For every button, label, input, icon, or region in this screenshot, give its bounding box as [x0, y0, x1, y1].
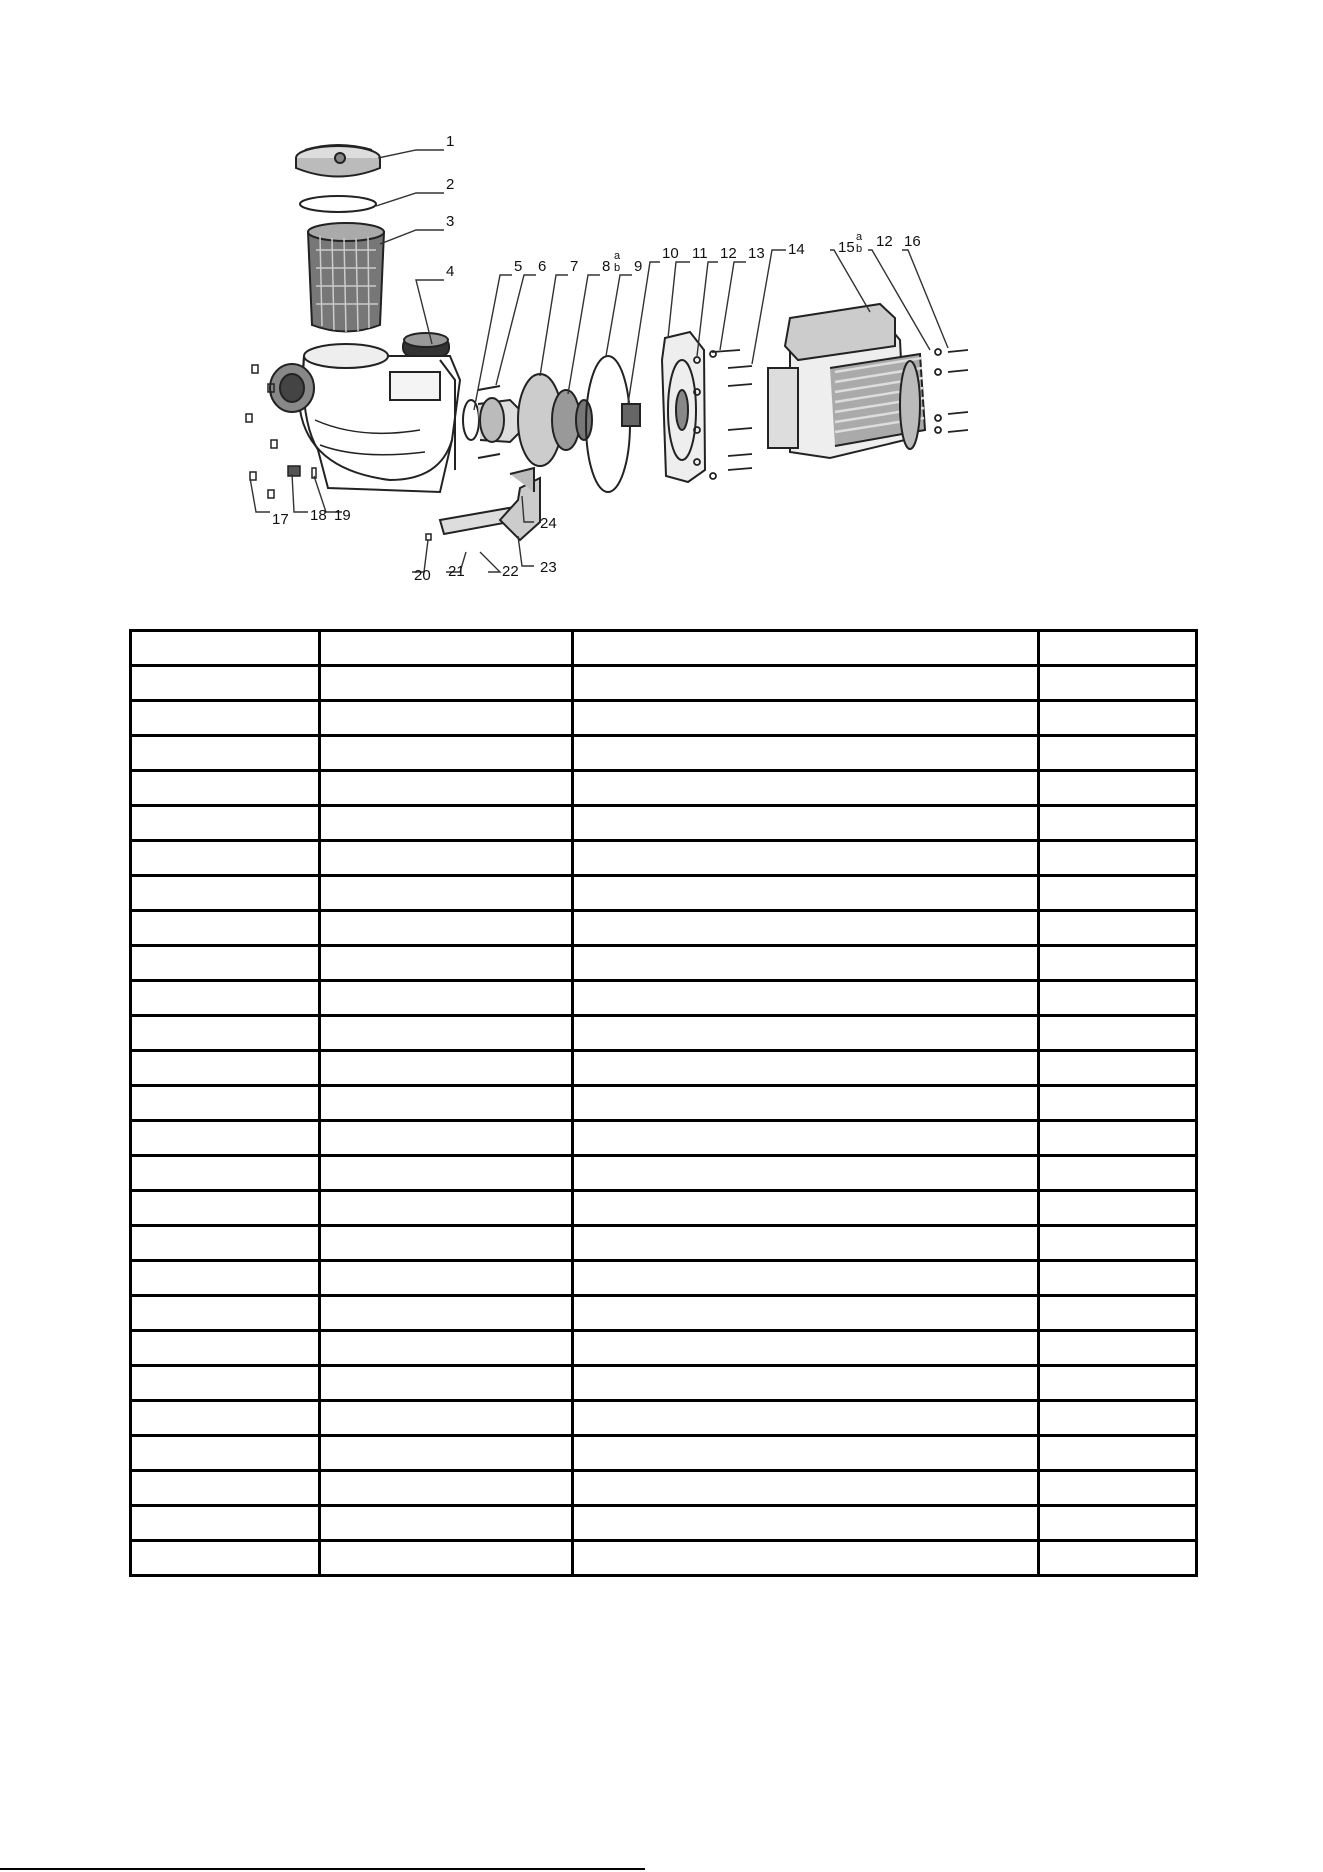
table-cell — [320, 1541, 573, 1576]
table-row — [131, 1506, 1197, 1541]
table-cell — [320, 1471, 573, 1506]
table-cell — [131, 1156, 320, 1191]
table-cell — [320, 631, 573, 666]
table-row — [131, 701, 1197, 736]
table-cell — [320, 1506, 573, 1541]
callout-21: 21 — [448, 563, 465, 580]
callout-4: 4 — [446, 263, 455, 280]
table-cell — [131, 1261, 320, 1296]
table-cell — [1039, 1506, 1197, 1541]
table-cell — [1039, 1191, 1197, 1226]
table-row — [131, 1366, 1197, 1401]
table-cell — [573, 701, 1039, 736]
table-cell — [131, 1436, 320, 1471]
table-cell — [573, 806, 1039, 841]
table-cell — [573, 1226, 1039, 1261]
table-cell — [320, 1331, 573, 1366]
table-cell — [573, 666, 1039, 701]
table-cell — [131, 806, 320, 841]
table-cell — [320, 1401, 573, 1436]
table-cell — [320, 1156, 573, 1191]
table-cell — [131, 631, 320, 666]
table-cell — [320, 841, 573, 876]
table-cell — [320, 1436, 573, 1471]
callout-24: 24 — [540, 515, 557, 532]
table-cell — [1039, 1156, 1197, 1191]
table-cell — [573, 771, 1039, 806]
table-cell — [131, 736, 320, 771]
table-cell — [573, 1156, 1039, 1191]
callout-8: 8 — [602, 258, 611, 275]
table-row — [131, 806, 1197, 841]
table-cell — [131, 1086, 320, 1121]
callout-8-sub-b: b — [614, 262, 621, 274]
callout-23: 23 — [540, 559, 557, 576]
callout-7: 7 — [570, 258, 579, 275]
table-cell — [131, 1541, 320, 1576]
callout-6: 6 — [538, 258, 547, 275]
callout-16: 16 — [904, 233, 921, 250]
table-cell — [1039, 1541, 1197, 1576]
table-cell — [131, 1506, 320, 1541]
table-cell — [320, 666, 573, 701]
table-cell — [573, 876, 1039, 911]
table-row — [131, 1401, 1197, 1436]
table-cell — [1039, 1226, 1197, 1261]
table-row — [131, 1156, 1197, 1191]
callout-15-sub-b: b — [856, 243, 863, 255]
table-row — [131, 946, 1197, 981]
table-cell — [573, 736, 1039, 771]
callout-12: 12 — [720, 245, 737, 262]
table-cell — [320, 771, 573, 806]
table-cell — [320, 1051, 573, 1086]
table-cell — [1039, 1436, 1197, 1471]
callout-5: 5 — [514, 258, 523, 275]
table-cell — [573, 631, 1039, 666]
table-row — [131, 1226, 1197, 1261]
table-cell — [131, 1366, 320, 1401]
table-cell — [573, 1331, 1039, 1366]
table-row — [131, 631, 1197, 666]
table-cell — [1039, 1051, 1197, 1086]
table-cell — [1039, 1296, 1197, 1331]
table-cell — [131, 1051, 320, 1086]
callout-10: 10 — [662, 245, 679, 262]
table-cell — [320, 876, 573, 911]
table-cell — [573, 1191, 1039, 1226]
table-row — [131, 1016, 1197, 1051]
strainer-basket-drawing — [308, 223, 384, 332]
table-cell — [131, 701, 320, 736]
callout-1: 1 — [446, 133, 455, 150]
motor-drawing — [768, 304, 925, 458]
table-cell — [573, 1471, 1039, 1506]
union-nut-drawing — [403, 333, 449, 356]
table-cell — [573, 981, 1039, 1016]
table-cell — [1039, 1016, 1197, 1051]
table-cell — [573, 1436, 1039, 1471]
callout-15: 15 — [838, 239, 855, 256]
seal-and-diffuser-drawing — [463, 356, 640, 492]
table-cell — [1039, 736, 1197, 771]
table-cell — [131, 1191, 320, 1226]
table-cell — [131, 981, 320, 1016]
table-cell — [1039, 946, 1197, 981]
callout-13: 13 — [748, 245, 765, 262]
callout-15-sub-a: a — [856, 231, 863, 243]
table-cell — [1039, 876, 1197, 911]
table-cell — [131, 1331, 320, 1366]
table-row — [131, 666, 1197, 701]
table-row — [131, 1261, 1197, 1296]
table-cell — [1039, 1261, 1197, 1296]
table-cell — [1039, 1366, 1197, 1401]
table-cell — [573, 1296, 1039, 1331]
table-row — [131, 841, 1197, 876]
table-row — [131, 1436, 1197, 1471]
callout-19: 19 — [334, 507, 351, 524]
table-cell — [1039, 806, 1197, 841]
table-cell — [320, 736, 573, 771]
table-row — [131, 1471, 1197, 1506]
table-row — [131, 1191, 1197, 1226]
table-row — [131, 1051, 1197, 1086]
table-cell — [320, 1226, 573, 1261]
table-cell — [131, 841, 320, 876]
table-cell — [573, 1016, 1039, 1051]
table-cell — [573, 1366, 1039, 1401]
table-cell — [131, 946, 320, 981]
table-cell — [1039, 841, 1197, 876]
table-cell — [1039, 1471, 1197, 1506]
callout-2: 2 — [446, 176, 455, 193]
callout-9: 9 — [634, 258, 643, 275]
table-cell — [573, 1051, 1039, 1086]
table-cell — [131, 771, 320, 806]
parts-table — [129, 629, 1198, 1577]
table-cell — [131, 911, 320, 946]
table-cell — [1039, 1401, 1197, 1436]
table-cell — [320, 806, 573, 841]
table-row — [131, 981, 1197, 1016]
table-cell — [320, 1086, 573, 1121]
callout-22: 22 — [502, 563, 519, 580]
table-cell — [320, 981, 573, 1016]
table-row — [131, 1121, 1197, 1156]
table-row — [131, 911, 1197, 946]
table-cell — [1039, 1121, 1197, 1156]
callout-12b: 12 — [876, 233, 893, 250]
callout-8-sub-a: a — [614, 250, 621, 262]
lid-o-ring-drawing — [300, 196, 376, 212]
callout-3: 3 — [446, 213, 455, 230]
table-cell — [573, 1401, 1039, 1436]
callout-17: 17 — [272, 511, 289, 528]
table-cell — [131, 666, 320, 701]
table-cell — [1039, 771, 1197, 806]
table-row — [131, 736, 1197, 771]
table-cell — [573, 1506, 1039, 1541]
exploded-pump-diagram — [0, 0, 1323, 600]
table-cell — [1039, 1086, 1197, 1121]
table-cell — [320, 1191, 573, 1226]
table-cell — [320, 1296, 573, 1331]
table-cell — [131, 1016, 320, 1051]
table-row — [131, 876, 1197, 911]
callout-18: 18 — [310, 507, 327, 524]
table-cell — [573, 946, 1039, 981]
table-cell — [573, 1086, 1039, 1121]
pump-base-drawing — [440, 468, 540, 540]
table-cell — [320, 911, 573, 946]
table-cell — [320, 1121, 573, 1156]
table-cell — [1039, 911, 1197, 946]
table-cell — [320, 1016, 573, 1051]
table-cell — [131, 1296, 320, 1331]
callout-11: 11 — [692, 245, 708, 262]
table-cell — [320, 946, 573, 981]
table-cell — [131, 1226, 320, 1261]
pump-lid-drawing — [296, 145, 380, 177]
callout-20: 20 — [414, 567, 431, 584]
footer-rule — [0, 1868, 645, 1870]
table-cell — [1039, 1331, 1197, 1366]
table-cell — [131, 1471, 320, 1506]
table-cell — [1039, 981, 1197, 1016]
table-row — [131, 771, 1197, 806]
table-cell — [131, 876, 320, 911]
table-cell — [573, 1121, 1039, 1156]
table-cell — [131, 1401, 320, 1436]
table-row — [131, 1296, 1197, 1331]
table-cell — [1039, 631, 1197, 666]
table-cell — [1039, 666, 1197, 701]
table-cell — [131, 1121, 320, 1156]
table-row — [131, 1086, 1197, 1121]
table-cell — [320, 701, 573, 736]
table-cell — [573, 841, 1039, 876]
callout-14: 14 — [788, 241, 805, 258]
table-row — [131, 1541, 1197, 1576]
table-cell — [573, 1541, 1039, 1576]
table-cell — [320, 1366, 573, 1401]
table-row — [131, 1331, 1197, 1366]
table-cell — [1039, 701, 1197, 736]
parts-table-body — [131, 631, 1197, 1576]
table-cell — [573, 911, 1039, 946]
motor-bolts-drawing — [935, 349, 968, 433]
table-cell — [573, 1261, 1039, 1296]
table-cell — [320, 1261, 573, 1296]
